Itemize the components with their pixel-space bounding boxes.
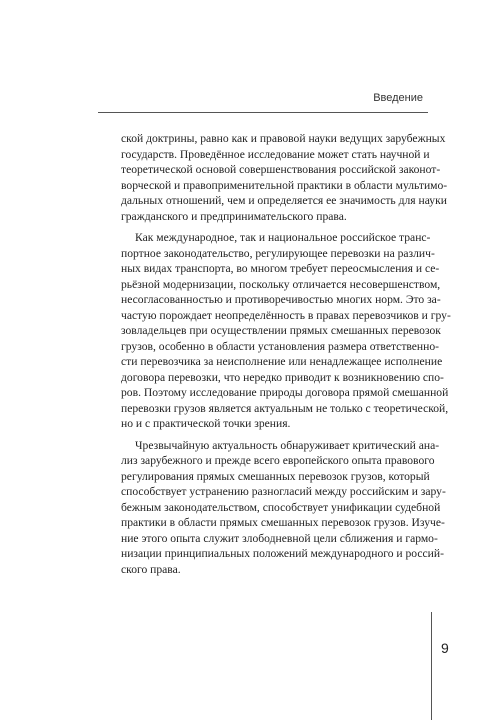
running-head-title: Введение [373, 92, 423, 104]
text-line: несогласованностью и противоречивостью многих норм. Это за- [121, 293, 441, 306]
text-line: регулирования прямых смешанных перевозок грузов, который [121, 469, 430, 483]
page-number: 9 [441, 640, 449, 656]
text-line: государств. Проведённое исследование может стать научной и [121, 147, 430, 161]
text-line: дальных отношений, чем и определяется ее значимость для науки [121, 194, 447, 207]
text-line: ского права. [121, 562, 181, 576]
paragraph-1 [121, 131, 448, 224]
text-line: низации принципиальных положений международного и россий- [121, 547, 444, 560]
text-line: способствует устранению разногласий между российским и зару- [121, 485, 446, 498]
text-line: Чрезвычайную актуальность обнаруживает критический ана- [135, 438, 440, 452]
text-line: теоретической основой совершенствования российской законот- [121, 163, 441, 176]
text-line: ров. Поэтому исследование природы договора прямой смешанной [121, 386, 449, 399]
body-text [121, 131, 451, 577]
paragraph-3 [121, 438, 446, 578]
text-line: грузов, особенно в области установления размера ответственно- [121, 339, 440, 353]
text-line: но и с практической точки зрения. [121, 417, 291, 430]
text-line: лиз зарубежного и прежде всего европейского опыта правового [121, 454, 435, 467]
text-line: частую порождает неопределённость в правах перевозчиков и гру- [121, 308, 451, 322]
text-line: договора перевозки, что нередко приводит к возникновению спо- [121, 370, 444, 384]
text-line: ние этого опыта служит злободневной цели сближения и гармо- [121, 531, 438, 545]
text-line: сти перевозчика за неисполнение или ненадлежащее исполнение [121, 355, 443, 368]
text-line: практики в области прямых смешанных перевозок грузов. Изуче- [121, 516, 445, 529]
text-line: Как международное, так и национальное российское транс- [135, 231, 431, 244]
header-rule [98, 112, 428, 113]
text-line: ской доктрины, равно как и правовой науки ведущих зарубежных [121, 132, 446, 145]
footer-vertical-rule [431, 612, 432, 720]
text-line: ворческой и правоприменительной практики в области мультимо- [121, 178, 448, 192]
text-line: рьёзной модернизации, поскольку отличается несовершенством, [121, 277, 441, 291]
text-line: ных видах транспорта, во многом требует переосмысления и се- [121, 262, 440, 275]
text-line: портное законодательство, регулирующее перевозки на различ- [121, 246, 435, 260]
text-line: бежным законодательством, способствует унификации судебной [121, 500, 441, 514]
text-line: гражданского и предпринимательского права. [121, 209, 347, 223]
paragraph-2 [121, 230, 451, 432]
text-line: перевозки грузов является актуальным не только с теоретической, [121, 401, 449, 415]
text-line: зовладельцев при осуществлении прямых смешанных перевозок [121, 324, 441, 337]
